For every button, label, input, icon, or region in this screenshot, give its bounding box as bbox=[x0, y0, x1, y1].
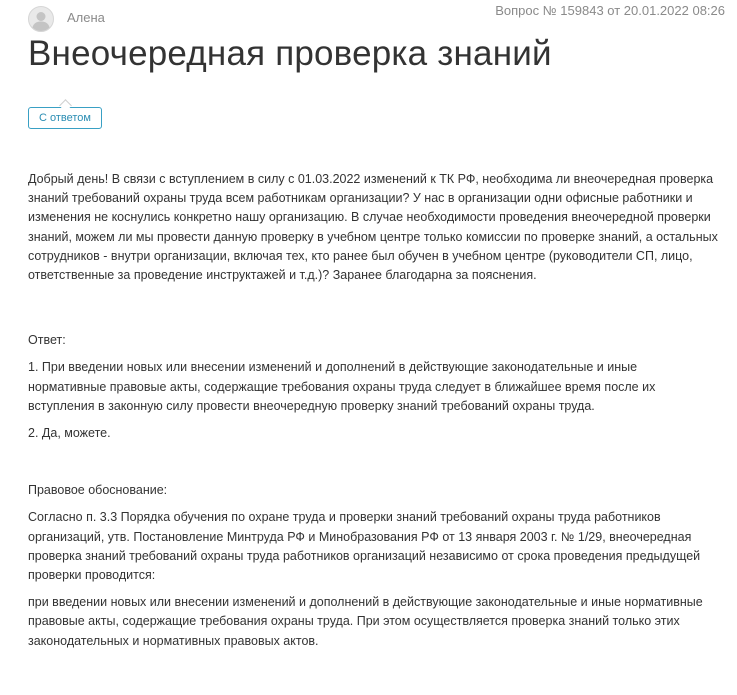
status-badge[interactable]: С ответом bbox=[28, 107, 102, 129]
legal-paragraph-2: при введении новых или внесении изменений и дополнений в действующие законодательные и иные нормативные правовые акты, содержащие требования охраны труда. При этом осуществляется проверка знаний только этих законодательных и нормативных правовых актов. bbox=[28, 595, 703, 648]
author-name[interactable]: Алена bbox=[67, 10, 105, 25]
page-title: Внеочередная проверка знаний bbox=[28, 34, 552, 73]
user-avatar-icon[interactable] bbox=[28, 6, 54, 32]
legal-label: Правовое обоснование: bbox=[28, 483, 168, 498]
user-silhouette-icon bbox=[29, 7, 53, 31]
question-content bbox=[28, 170, 718, 651]
question-meta: Вопрос № 159843 от 20.01.2022 08:26 bbox=[495, 3, 725, 18]
answer-label: Ответ: bbox=[28, 333, 66, 348]
question-text: Добрый день! В связи с вступлением в силу с 01.03.2022 изменений к ТК РФ, необходима ли внеочередная проверка знаний требований охраны труда всем работникам организации? У нас в организации одни офисные работники и изменения не коснулись конкретно нашу организацию. В случае необходимости проведения внеочередной проверки знаний, можем ли мы провести данную проверку в учебном центре только комиссии по проверке знаний, а остальных сотрудников - внутри организации, включая тех, кто ранее был обучен в учебном центре (руководители СП, лицо, ответственные за проведение инструктажей и т.д.)? Заранее благодарна за пояснения. bbox=[28, 172, 718, 283]
status-badge-wrap bbox=[28, 102, 102, 129]
answer-item-1: 1. При введении новых или внесении изменений и дополнений в действующие законодательные и иные нормативные правовые акты, содержащие требования охраны труда следует в ближайшее время после их вступления в законную силу провести внеочередную проверку знаний требований охраны труда. bbox=[28, 360, 656, 413]
answer-item-2: 2. Да, можете. bbox=[28, 426, 111, 441]
legal-paragraph-1: Согласно п. 3.3 Порядка обучения по охране труда и проверки знаний требований охраны труда работников организаций, утв. Постановление Минтруда РФ и Минобразования РФ от 13 января 2003 г. № 1/29, внеочередная проверка знаний требований охраны труда работников организаций независимо от срока проведения предыдущей проверки проводится: bbox=[28, 510, 701, 583]
